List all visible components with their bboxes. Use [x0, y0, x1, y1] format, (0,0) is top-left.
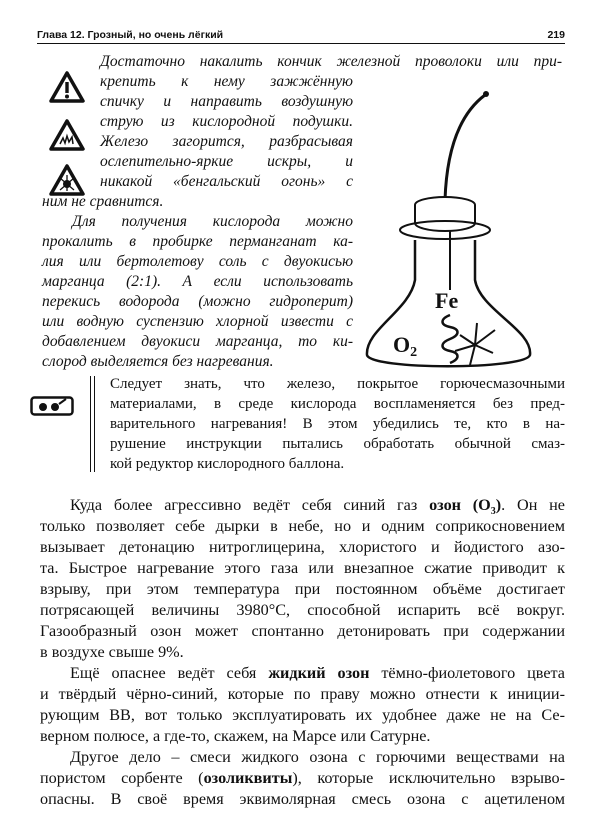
o2-label: O2: [393, 332, 418, 360]
text-line: в воздухе свыше 9%.: [40, 643, 184, 661]
text-line: потрясающей величины 3980°С, способной испарить всё вокруг.: [40, 601, 565, 619]
text-line: взрыву, при этом температура при постоянном объёме достигает: [40, 580, 565, 598]
text-line: и твёрдый чёрно-синий, которые по праву можно отнести к иниции-: [40, 685, 565, 703]
text-line: крепить к нему зажжённую: [100, 73, 353, 90]
text-line: Газообразный озон может спонтанно детонировать при содержании: [40, 622, 565, 640]
text-line: марганца (2:1). А если использовать: [42, 273, 353, 290]
text-line: лия или бертолетову соль с двуокисью: [42, 253, 353, 270]
text-line: Ещё опаснее ведёт себя жидкий озон тёмно-фиолетового цвета: [70, 664, 565, 682]
text-line: та. Быстрое нагревание этого газа или внезапное сжатие приводит к: [40, 559, 565, 577]
text-line: добавлением двуокиси марганца, то ки-: [42, 333, 353, 350]
flask-illustration: [355, 80, 565, 370]
text-line: Куда более агрессивно ведёт себя синий газ озон $(O_3)$. Он не: [70, 496, 565, 518]
warning-exclamation-icon: [48, 70, 86, 104]
text-line: или водную суспензию хлорной извести с: [42, 313, 353, 330]
text-line: спичку и направить воздушную: [100, 93, 353, 110]
text-line: варительного нагревания! В этом убедились те, кто в на-: [110, 416, 565, 432]
text-line: материалами, в среде кислорода воспламеняется без пред-: [110, 396, 565, 412]
text-line: Железо загорится, разбрасывая: [100, 133, 353, 150]
warning-explosion-icon: [48, 118, 86, 152]
text-line: прокалить в пробирке перманганат ка-: [42, 233, 353, 250]
glasses-note-icon: [30, 396, 74, 416]
chapter-title: Глава 12. Грозный, но очень лёгкий: [37, 29, 224, 41]
text-line: Для получения кислорода можно: [72, 213, 353, 230]
text-line: вызывает детонацию нитроглицерина, хлористого и йодистого азо-: [40, 538, 565, 556]
text-line: верном полюсе, а где-то, скажем, на Марсе или Сатурне.: [40, 727, 431, 745]
fe-label: Fe: [435, 288, 459, 313]
text-line: перекись водорода (можно гидроперит): [42, 293, 353, 310]
note-margin-bar: [90, 376, 95, 472]
text-line: Следует знать, что железо, покрытое горючесмазочными: [110, 376, 565, 392]
text-line: слород выделяется без нагревания.: [42, 353, 274, 370]
text-line: рушение инструкции пытались обработать обычной смаз-: [110, 436, 565, 452]
text-line: Другое дело – смеси жидкого озона с горючими веществами на: [70, 748, 565, 766]
running-header: [37, 28, 565, 44]
text-line: только позволяет себе дырки в небе, но и одним соприкосновением: [40, 517, 565, 535]
warning-fire-hazard-icon: [48, 163, 86, 197]
page-number: 219: [547, 29, 565, 41]
text-line: ним не сравнится.: [42, 193, 164, 210]
text-line: струю из кислородной подушки.: [100, 113, 353, 130]
text-line: рующим ВВ, вот только эксплуатировать их удобнее даже не на Се-: [40, 706, 565, 724]
text-line: никакой «бенгальский огонь» с: [100, 173, 353, 190]
text-line: Достаточно накалить кончик железной проволоки или при-: [100, 53, 562, 70]
text-line: кой редуктор кислородного баллона.: [110, 456, 345, 472]
text-line: опасны. В своё время эквимолярная смесь озона с ацетиленом: [40, 790, 565, 808]
text-line: ослепительно-яркие искры, и: [100, 153, 353, 170]
text-line: пористом сорбенте (озоликвиты), которые исключительно взрыво-: [40, 769, 565, 787]
